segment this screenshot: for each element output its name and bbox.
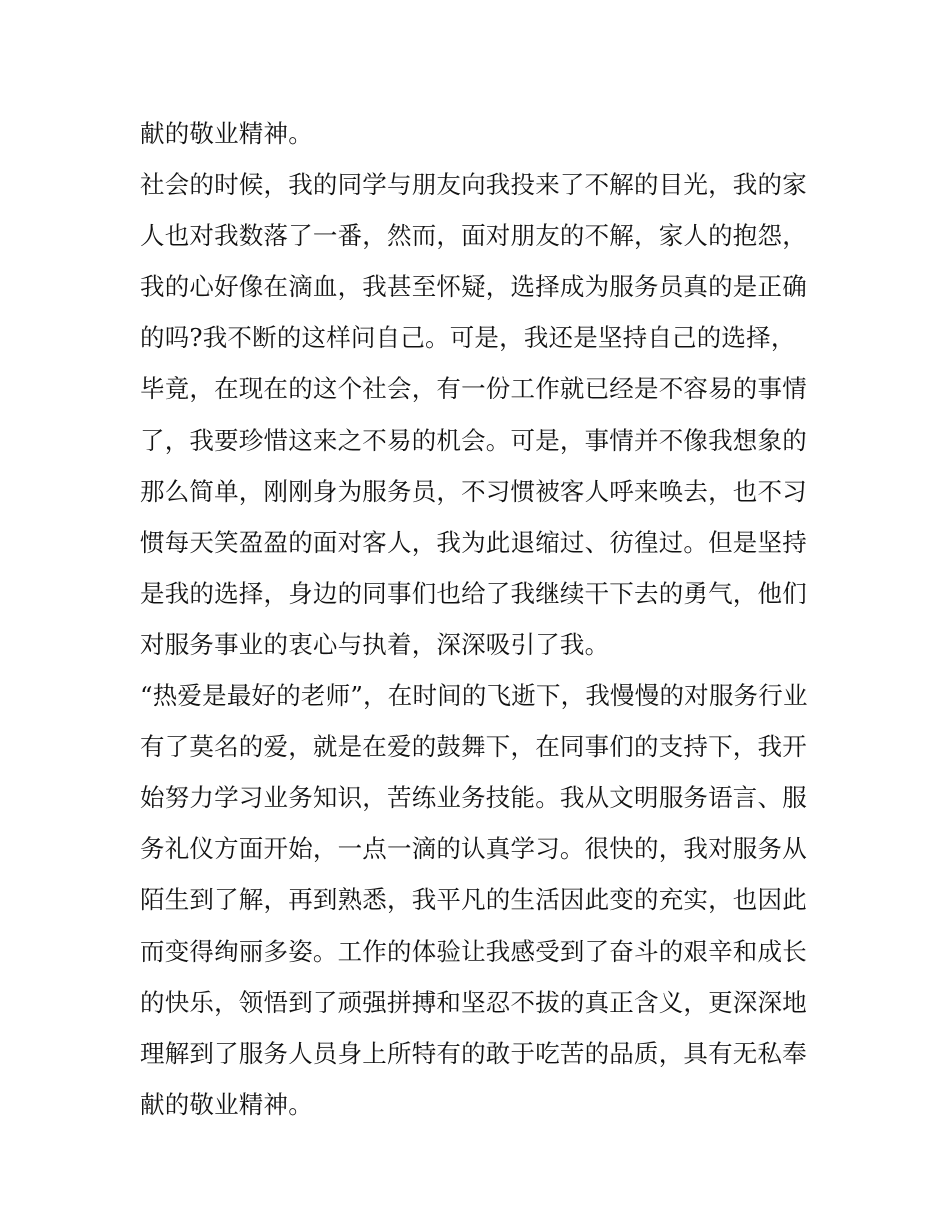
text-line: 有了莫名的爱，就是在爱的鼓舞下，在同事们的支持下，我开 [140,732,807,762]
text-line: 那么简单，刚刚身为服务员，不习惯被客人呼来唤去，也不习 [140,476,807,506]
text-line: 我的心好像在滴血，我甚至怀疑，选择成为服务员真的是正确 [140,272,807,302]
text-line: 了，我要珍惜这来之不易的机会。可是，事情并不像我想象的 [140,425,807,455]
text-line: 毕竟，在现在的这个社会，有一份工作就已经是不容易的事情 [140,374,807,404]
text-line: 而变得绚丽多姿。工作的体验让我感受到了奋斗的艰辛和成长 [140,936,807,966]
text-line: 理解到了服务人员身上所特有的敢于吃苦的品质，具有无私奉 [140,1038,807,1068]
text-line: 的快乐，领悟到了顽强拼搏和坚忍不拔的真正含义，更深深地 [140,987,807,1017]
text-line: 社会的时候，我的同学与朋友向我投来了不解的目光，我的家 [140,170,807,200]
text-line: 惯每天笑盈盈的面对客人，我为此退缩过、彷徨过。但是坚持 [140,527,807,557]
text-line: 献的敬业精神。 [140,1089,313,1119]
text-line: 始努力学习业务知识，苦练业务技能。我从文明服务语言、服 [140,783,807,813]
text-line: 对服务事业的衷心与执着，深深吸引了我。 [140,629,610,659]
text-line: 人也对我数落了一番，然而，面对朋友的不解，家人的抱怨， [140,221,807,251]
body-text [140,108,820,1130]
text-line: 务礼仪方面开始，一点一滴的认真学习。很快的，我对服务从 [140,834,807,864]
text-line: 的吗?我不断的这样问自己。可是，我还是坚持自己的选择， [140,323,796,353]
text-line: 献的敬业精神。 [140,119,313,148]
text-line: “热爱是最好的老师”，在时间的飞逝下，我慢慢的对服务行业 [140,681,808,711]
text-line: 是我的选择，身边的同事们也给了我继续干下去的勇气，他们 [140,578,807,608]
text-line: 陌生到了解，再到熟悉，我平凡的生活因此变的充实，也因此 [140,885,807,915]
